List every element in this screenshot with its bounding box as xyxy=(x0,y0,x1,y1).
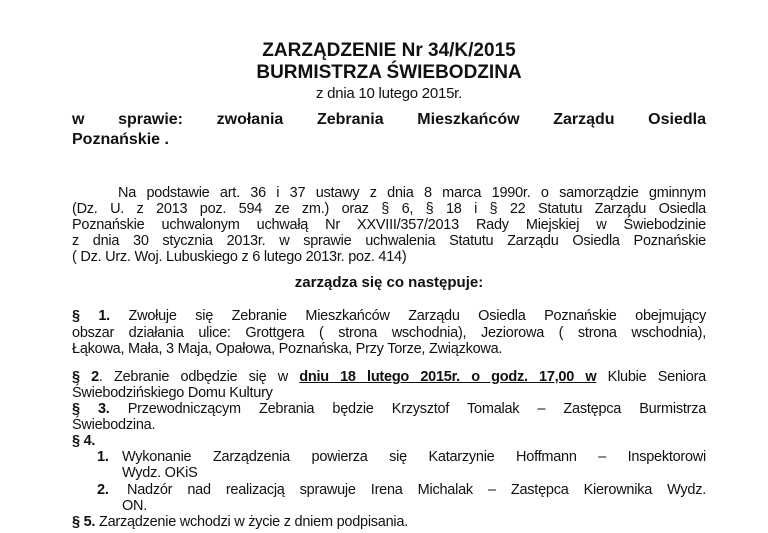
preamble-line: (Dz. U. z 2013 poz. 594 ze zm.) oraz § 6, § 18 i § 22 Statutu Zarządu Osiedla xyxy=(72,201,706,217)
preamble-line: ( Dz. Urz. Woj. Lubuskiego z 6 lutego 2013r. poz. 414) xyxy=(72,249,407,265)
list-item-line: Wydz. OKiS xyxy=(122,465,198,481)
preamble-line: Poznańskie uchwalonym uchwałą Nr XXVIII/357/2013 Rady Miejskiej w Świebodzinie xyxy=(72,217,706,233)
section-4-number: § 4. xyxy=(72,433,96,449)
section-text: Zarządzenie wchodzi w życie z dniem podpisania. xyxy=(98,514,408,530)
subject-text: zwołania Zebrania Mieszkańców Zarządu Osiedla xyxy=(216,111,706,128)
section-1-line: Łąkowa, Mała, 3 Maja, Opałowa, Poznańska, Przy Torze, Związkowa. xyxy=(72,341,503,357)
title-line-1: ZARZĄDZENIE Nr 34/K/2015 xyxy=(262,40,516,61)
section-2-line: Świebodzińskiego Domu Kultury xyxy=(72,385,273,401)
preamble-line: z dnia 30 stycznia 2013r. w sprawie uchwalenia Statutu Zarządu Osiedla Poznańskie xyxy=(72,233,706,249)
subject-line-2: Poznańskie . xyxy=(72,131,169,148)
list-number: 1. xyxy=(97,449,109,465)
list-item-line: ON. xyxy=(122,498,148,514)
section-3-line xyxy=(72,401,706,417)
section-3-line: Świebodzina. xyxy=(72,417,156,433)
title-line-2: BURMISTRZA ŚWIEBODZINA xyxy=(256,62,522,83)
meeting-date-highlight: dniu 18 lutego 2015r. o godz. 17,00 w xyxy=(299,369,597,385)
list-item-line: Nadzór nad realizacją sprawuje Irena Michalak – Zastępca Kierownika Wydz. xyxy=(127,482,706,498)
section-5-line xyxy=(72,514,706,530)
list-number: 2. xyxy=(97,482,109,498)
section-text: . Zebranie odbędzie się w xyxy=(98,369,300,385)
section-1-line xyxy=(72,308,706,324)
subject-line-1 xyxy=(72,112,706,128)
preamble-line: Na podstawie art. 36 i 37 ustawy z dnia 8 marca 1990r. o samorządzie gminnym xyxy=(118,185,706,201)
subject-prefix: w sprawie: xyxy=(72,111,183,128)
section-number: § 5. xyxy=(72,514,96,530)
decree-heading: zarządza się co następuje: xyxy=(294,274,484,291)
section-text: Zwołuje się Zebranie Mieszkańców Zarządu Osiedla Poznańskie obejmujący xyxy=(128,308,706,324)
section-2-line xyxy=(72,369,706,385)
section-number: § 2 xyxy=(72,369,99,385)
section-number: § 3. xyxy=(72,401,110,417)
document-date: z dnia 10 lutego 2015r. xyxy=(315,85,463,102)
list-item-line: Wykonanie Zarządzenia powierza się Katarzynie Hoffmann – Inspektorowi xyxy=(122,449,706,465)
section-text: Przewodniczącym Zebrania będzie Krzysztof Tomalak – Zastępca Burmistrza xyxy=(127,401,707,417)
section-number: § 1. xyxy=(72,308,110,324)
section-text: Klubie Seniora xyxy=(596,369,706,385)
section-1-line: obszar działania ulice: Grottgera ( strona wschodnia), Jeziorowa ( strona wschodnia), xyxy=(72,325,706,341)
